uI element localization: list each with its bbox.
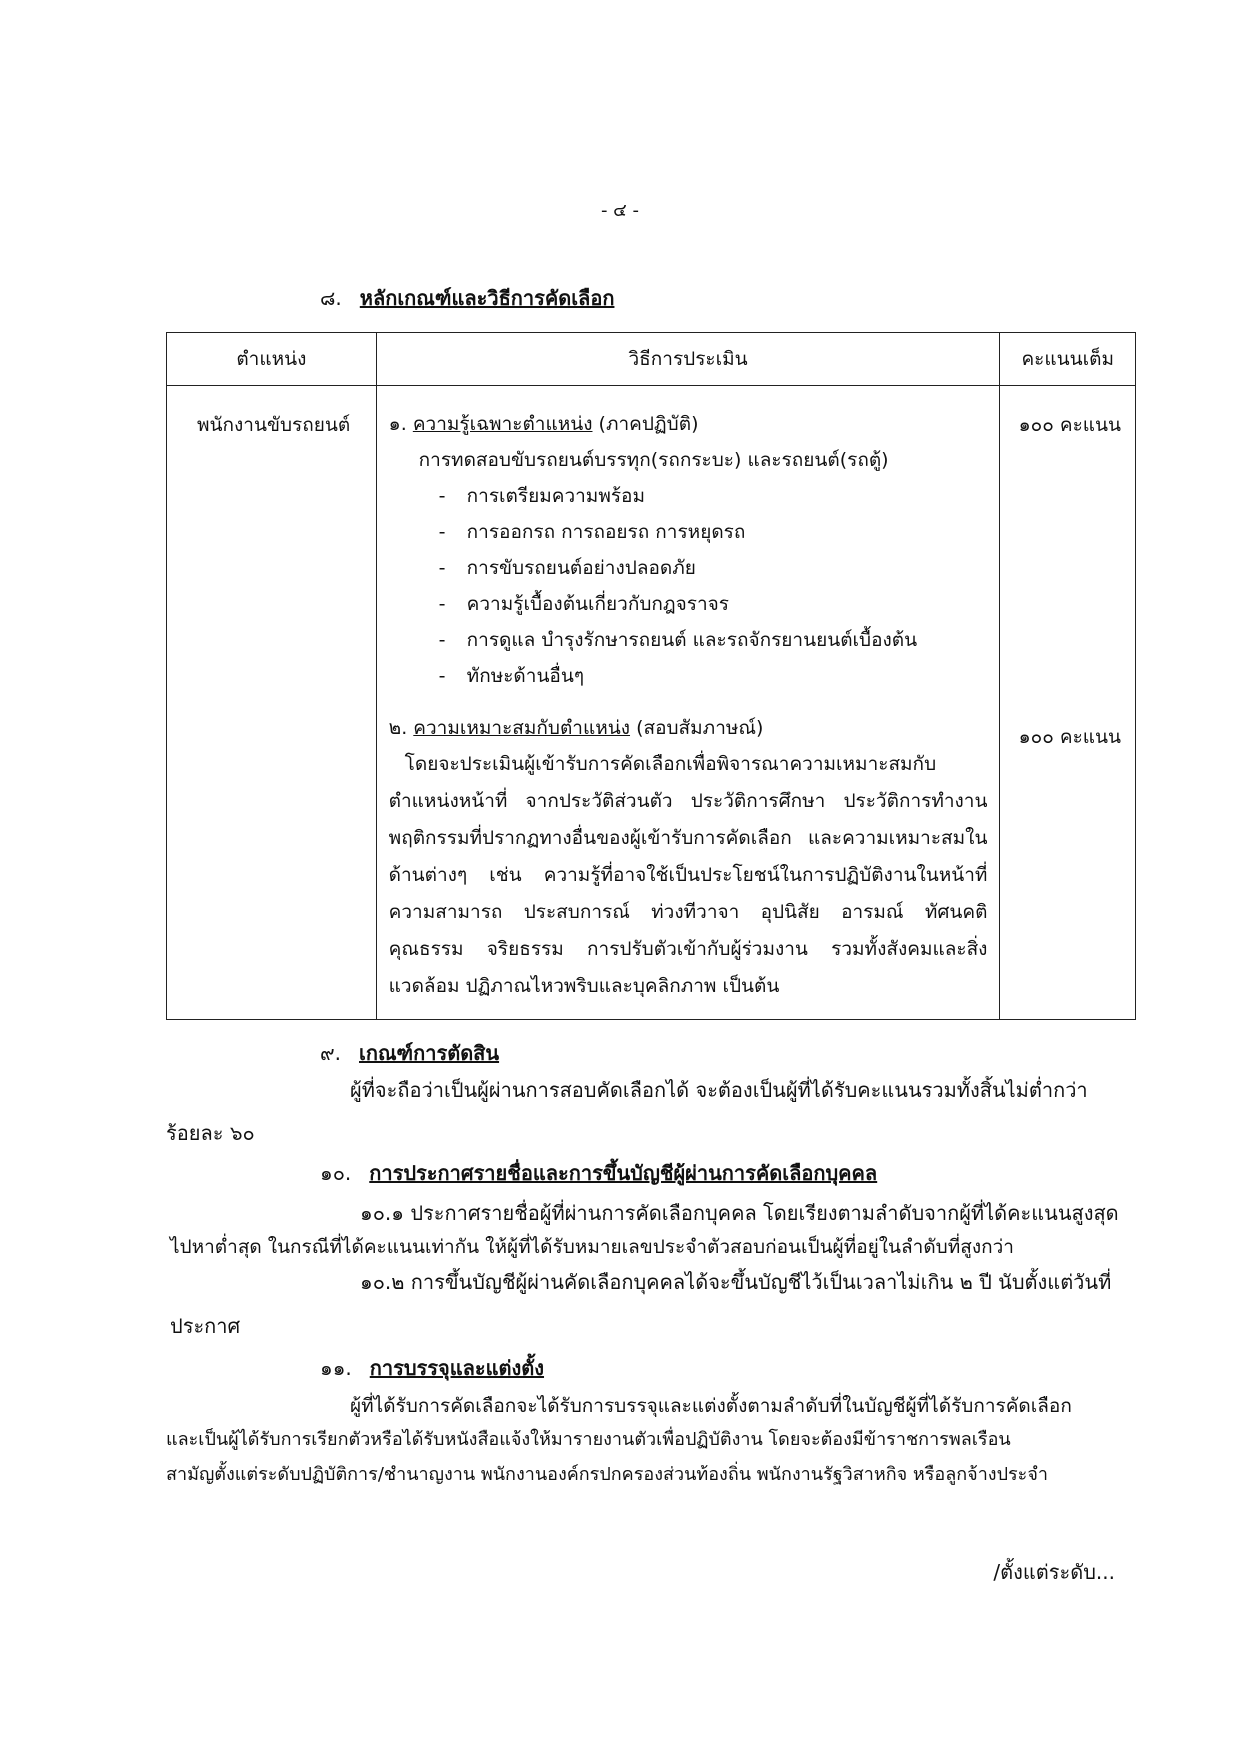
item-2-score: ๑๐๐ คะแนน	[1018, 726, 1121, 748]
position-cell: พนักงานขับรถยนต์	[167, 386, 377, 1020]
page-number: - ๔ -	[600, 200, 640, 221]
section-11-title: การบรรจุและแต่งตั้ง	[369, 1356, 545, 1380]
section-10-heading	[320, 1158, 877, 1188]
list-item: - ความรู้เบื้องต้นเกี่ยวกับกฎจราจร	[438, 593, 729, 615]
list-item-text: การขับรถยนต์อย่างปลอดภัย	[466, 557, 696, 579]
list-item: - การขับรถยนต์อย่างปลอดภัย	[438, 557, 696, 579]
item-1-title: ความรู้เฉพาะตำแหน่ง	[412, 413, 593, 435]
section-9-heading	[320, 1038, 499, 1068]
section-9-number: ๙.	[320, 1041, 342, 1065]
section-8-number: ๘.	[320, 286, 342, 310]
paragraph-line: ผู้ที่ได้รับการคัดเลือกจะได้รับการบรรจุและแต่งตั้งตามลำดับที่ในบัญชีผู้ที่ได้รับการคัดเลือก	[350, 1395, 1072, 1417]
section-11-number: ๑๑.	[320, 1356, 352, 1380]
item-1-heading	[389, 406, 988, 442]
item-1-description: การทดสอบขับรถยนต์บรรทุก(รถกระบะ) และรถยนต์(รถตู้)	[418, 449, 889, 471]
list-item-text: ทักษะด้านอื่นๆ	[466, 665, 585, 687]
item-2-description-text: โดยจะประเมินผู้เข้ารับการคัดเลือกเพื่อพิจารณาความเหมาะสมกับตำแหน่งหน้าที่ จากประวัติส่วนตัว ประวัติการศึกษา ประวัติการทำงาน พฤติกรรมที่ปรากฏทางอื่นของผู้เข้ารับการคัดเลือก และความเหมาะสมในด้านต่างๆ เช่น ความรู้ที่อาจใช้เป็นประโยชน์ในการปฏิบัติงานในหน้าที่ ความสามารถ ประสบการณ์ ท่วงทีวาจา อุปนิสัย อารมณ์ ทัศนคติ คุณธรรม จริยธรรม การปรับตัวเข้ากับผู้ร่วมงาน รวมทั้งสังคมและสิ่งแวดล้อม ปฏิภาณไหวพริบและบุคลิกภาพ เป็นต้น	[388, 753, 988, 997]
item-2-heading	[389, 710, 988, 746]
section-9-line-1	[350, 1070, 1088, 1110]
score-cell	[1000, 386, 1136, 1020]
item-2-suffix: (สอบสัมภาษณ์)	[636, 717, 764, 739]
list-item-text: การเตรียมความพร้อม	[466, 485, 645, 507]
section-9-title: เกณฑ์การตัดสิน	[359, 1041, 500, 1065]
list-item-text: ความรู้เบื้องต้นเกี่ยวกับกฎจราจร	[466, 593, 729, 615]
list-item: - ทักษะด้านอื่นๆ	[438, 665, 585, 687]
continuation-text: /ตั้งแต่ระดับ...	[993, 1560, 1115, 1584]
paragraph-line: ผู้ที่จะถือว่าเป็นผู้ผ่านการสอบคัดเลือกได้ จะต้องเป็นผู้ที่ได้รับคะแนนรวมทั้งสิ้นไม่ต่ำกว่า	[350, 1078, 1088, 1102]
header-method: วิธีการประเมิน	[376, 333, 1000, 386]
table-row	[167, 386, 1136, 1020]
paragraph-line: สามัญตั้งแต่ระดับปฏิบัติการ/ชำนาญงาน พนักงานองค์กรปกครองส่วนท้องถิ่น พนักงานรัฐวิสาหกิจ หรือลูกจ้างประจำ	[166, 1464, 1049, 1485]
section-10-line-4	[170, 1306, 240, 1346]
header-position: ตำแหน่ง	[167, 333, 377, 386]
section-10-line-2	[170, 1227, 1014, 1267]
section-10-title: การประกาศรายชื่อและการขึ้นบัญชีผู้ผ่านการคัดเลือกบุคคล	[369, 1161, 878, 1185]
section-11-line-2	[166, 1420, 1011, 1460]
item-1-number: ๑.	[388, 413, 407, 435]
list-item: - การออกรถ การถอยรถ การหยุดรถ	[438, 521, 746, 543]
header-full-score: คะแนนเต็ม	[1000, 333, 1136, 386]
section-8-heading	[320, 283, 614, 313]
item-1-score: ๑๐๐ คะแนน	[1018, 414, 1121, 436]
paragraph-line: ประกาศ	[170, 1314, 241, 1338]
continuation-marker	[993, 1552, 1115, 1592]
paragraph-line: ร้อยละ ๖๐	[166, 1121, 255, 1145]
item-2-title: ความเหมาะสมกับตำแหน่ง	[413, 717, 631, 739]
section-10-line-3	[360, 1262, 1111, 1302]
list-item-text: การออกรถ การถอยรถ การหยุดรถ	[466, 521, 746, 543]
list-item: - การเตรียมความพร้อม	[438, 485, 645, 507]
method-cell	[376, 386, 1000, 1020]
criteria-table	[166, 332, 1136, 1020]
item-1-suffix: (ภาคปฏิบัติ)	[598, 413, 699, 435]
table-header-row	[167, 333, 1136, 386]
paragraph-line: ไปหาต่ำสุด ในกรณีที่ได้คะแนนเท่ากัน ให้ผู้ที่ได้รับหมายเลขประจำตัวสอบก่อนเป็นผู้ที่อยู่ในลำดับที่สูงกว่า	[170, 1236, 1014, 1258]
paragraph-line: และเป็นผู้ได้รับการเรียกตัวหรือได้รับหนังสือแจ้งให้มารายงานตัวเพื่อปฏิบัติงาน โดยจะต้องมีข้าราชการพลเรือน	[166, 1429, 1011, 1450]
section-9-line-2	[166, 1113, 255, 1153]
paragraph-line: ๑๐.๒ การขึ้นบัญชีผู้ผ่านคัดเลือกบุคคลได้จะขึ้นบัญชีไว้เป็นเวลาไม่เกิน ๒ ปี นับตั้งแต่วันที่	[360, 1270, 1112, 1294]
section-11-heading	[320, 1353, 544, 1383]
section-10-number: ๑๐.	[320, 1161, 352, 1185]
list-item-text: การดูแล บำรุงรักษารถยนต์ และรถจักรยานยนต์เบื้องต้น	[466, 629, 918, 651]
item-2-description	[389, 746, 988, 1005]
section-8-title: หลักเกณฑ์และวิธีการคัดเลือก	[359, 286, 615, 310]
section-11-line-3	[166, 1455, 1048, 1495]
list-item: - การดูแล บำรุงรักษารถยนต์ และรถจักรยานยนต์เบื้องต้น	[438, 629, 918, 651]
item-2-number: ๒.	[388, 717, 408, 739]
paragraph-line: ๑๐.๑ ประกาศรายชื่อผู้ที่ผ่านการคัดเลือกบุคคล โดยเรียงตามลำดับจากผู้ที่ได้คะแนนสูงสุด	[360, 1201, 1119, 1225]
